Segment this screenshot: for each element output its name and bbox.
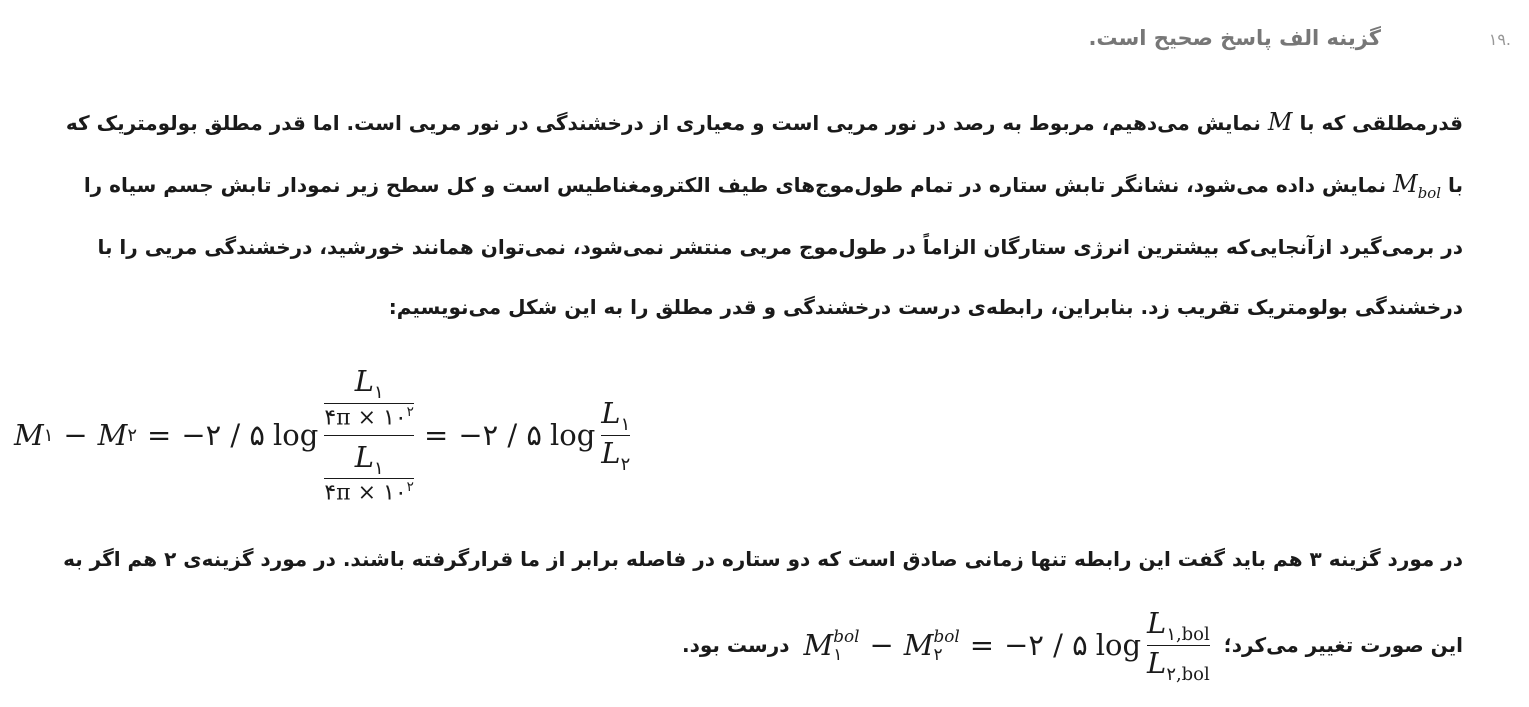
equation-magnitude-difference [14,350,630,520]
fraction-bottom [324,479,414,505]
math-coefficient: −۲ / ۵ [181,418,266,452]
numerator-fraction [324,364,414,430]
math-L: L [1147,645,1167,680]
math-sup: ۲ [406,479,414,496]
math-coefficient: −۲ / ۵ [1004,628,1088,662]
math-L: L [354,364,374,399]
fraction-bottom [601,436,630,475]
math-var: M [1393,170,1418,198]
text-segment: نمایش داده می‌شود، نشانگر تابش ستاره در تمام طول‌موج‌های طیف الکترومغناطیس است و کل سطح زیر نمودار تابش جسم سیاه را [83,173,1387,197]
math-operator: = [969,628,995,662]
math-log: log [1095,628,1142,662]
math-M2: M [903,628,934,662]
paragraph1-line4: درخشندگی بولومتریک تقریب زد. بنابراین، رابطه‌ی درست درخشندگی و قدر مطلق را به این شکل می‌نویسیم: [388,295,1463,319]
math-sub: ۱ [373,457,384,479]
math-four-pi: ۴π [324,480,351,506]
math-supsub [833,627,859,664]
fraction-top [355,364,384,403]
fraction-top [1147,606,1210,645]
compound-fraction [324,364,414,505]
fraction-bottom [1147,646,1210,685]
math-L: L [601,435,621,470]
math-log: log [549,418,596,452]
math-sup: ۲ [406,404,414,421]
text-segment: با [1447,173,1463,197]
math-log: log [273,418,319,452]
math-M1: M [803,628,834,662]
paragraph2-line2 [682,600,1463,690]
fraction-top [355,440,384,479]
math-sub: ۲ [933,644,943,664]
math-M1: M [14,418,44,452]
math-sup: bol [933,625,960,646]
text-segment: نمایش می‌دهیم، مربوط به رصد در نور مریی است و معیاری از درخشندگی در نور مریی است. اما قدر مطلق بولومتریک که [65,111,1261,135]
paragraph2-line1: در مورد گزینه ۳ هم باید گفت این رابطه تنها زمانی صادق است که دو ستاره در فاصله برابر از ما قرارگرفته باشند. در مورد گزینه‌ی ۲ هم اگر به [63,547,1463,571]
math-sub: ۱ [620,413,631,435]
math-sub: ۱ [833,644,843,664]
math-operator: = [147,418,172,452]
math-sub: ۲ [620,453,631,475]
math-sub: ۱ [43,424,54,446]
math-operator: = [424,418,449,452]
luminosity-ratio [601,396,630,475]
math-sub: ۲,bol [1166,663,1210,685]
math-M-bol [1393,170,1441,202]
text-segment: قدرمطلقی که با [1299,111,1463,135]
text-segment: این صورت تغییر می‌کرد؛ [1223,633,1463,657]
question-number: ۱۹. [1488,30,1511,49]
math-supsub [933,627,959,664]
denominator-fraction [324,440,414,506]
main-fraction-bar [324,435,414,436]
fraction-bottom [324,404,414,430]
math-sub: ۱ [373,382,384,404]
answer-heading: گزینه الف پاسخ صحیح است. [1088,26,1381,50]
math-sub: bol [1417,183,1441,202]
math-sub: ۱,bol [1166,623,1210,645]
bolometric-ratio [1147,606,1210,685]
math-L: L [601,395,621,430]
math-sup: bol [833,625,860,646]
math-sub: ۲ [127,424,138,446]
math-M2: M [97,418,128,452]
math-M: M [1267,108,1293,136]
paragraph1-line1 [66,108,1463,136]
fraction-top [601,396,630,435]
paragraph1-line3: در برمی‌گیرد ازآنجایی‌که بیشترین انرژی ستارگان الزاماً در طول‌موج مریی منتشر نمی‌شود، نمی‌توان همانند خورشید، درخشندگی مریی را با [97,235,1463,259]
paragraph1-line2 [84,170,1463,202]
math-coefficient: −۲ / ۵ [458,418,542,452]
math-L: L [1147,605,1167,640]
math-times-ten: × ۱۰ [357,405,407,431]
math-operator: − [869,628,894,662]
math-four-pi: ۴π [324,405,351,431]
math-operator: − [63,418,88,452]
equation-bolometric [804,606,1210,685]
text-segment: درست بود. [682,633,790,657]
math-times-ten: × ۱۰ [357,480,407,506]
math-L: L [354,439,374,474]
